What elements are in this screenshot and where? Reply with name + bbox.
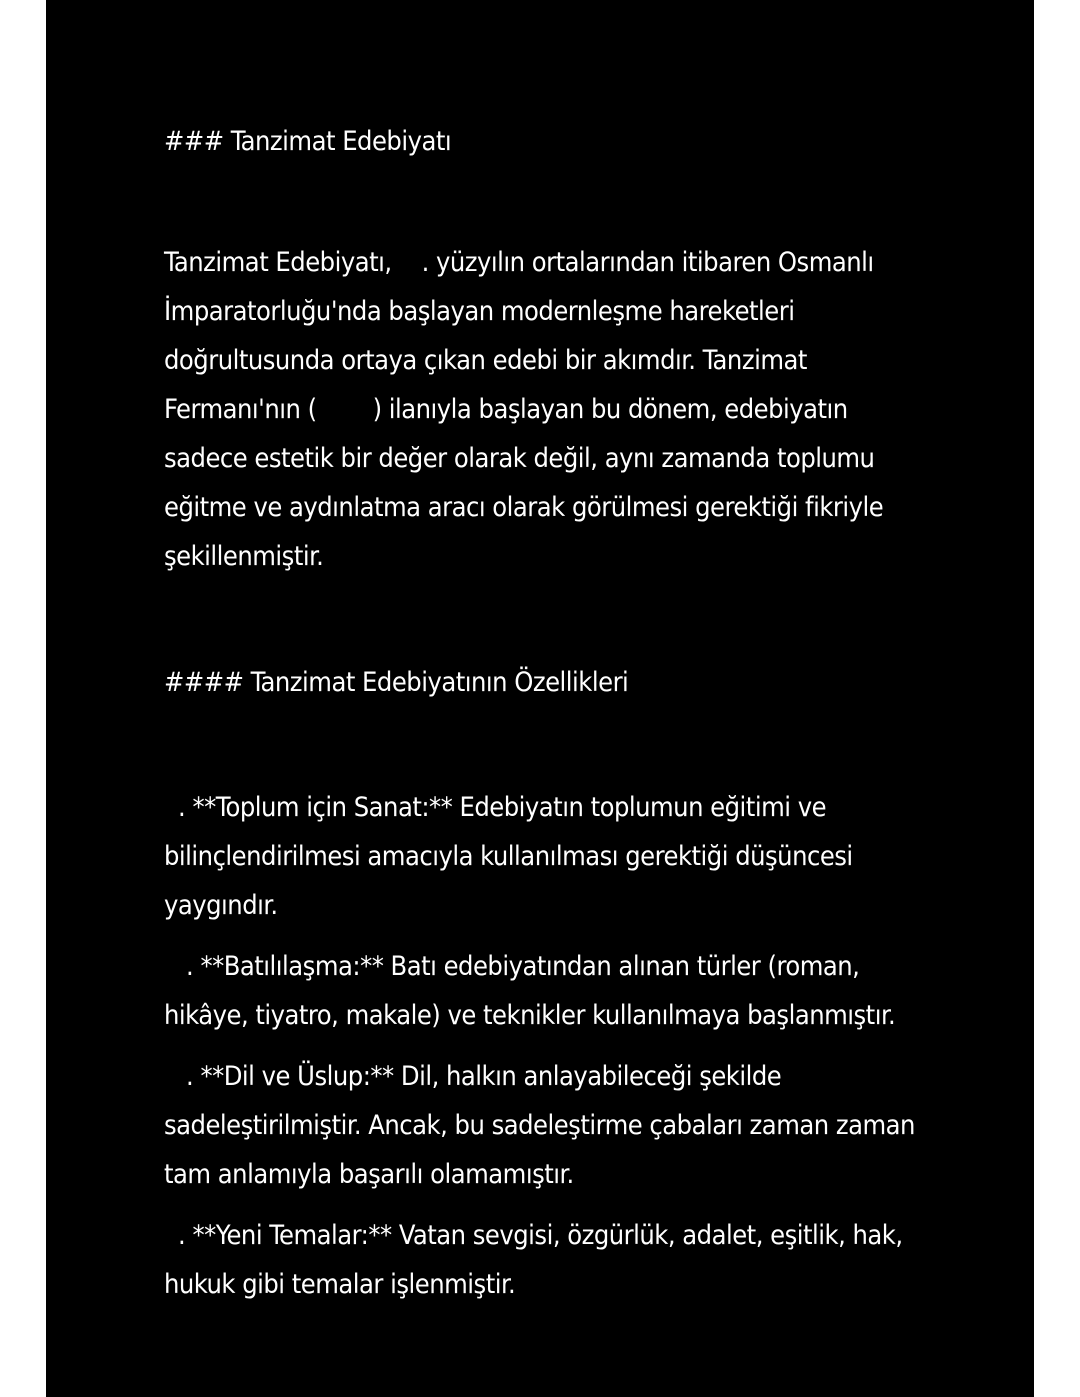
list-item bbox=[164, 1052, 924, 1199]
paragraph-part-1: Tanzimat Edebiyatı, bbox=[164, 247, 392, 278]
list-item-marker: . bbox=[178, 1220, 186, 1251]
paragraph-part-2: . yüzyılın ortalarından itibaren Osmanlı İmparatorluğu'nda başlayan modernleşme hareketleri doğrultusunda ortaya çıkan edebi bir akımdır. Tanzimat Fermanı'nın bbox=[164, 247, 874, 425]
section-heading: ### Tanzimat Edebiyatı bbox=[164, 126, 452, 157]
subsection-heading: #### Tanzimat Edebiyatının Özellikleri bbox=[164, 667, 629, 698]
list-item-marker: . bbox=[186, 1061, 194, 1092]
list-item bbox=[164, 1211, 924, 1309]
features-list bbox=[164, 783, 924, 1309]
list-item-text: **Dil ve Üslup:** Dil, halkın anlayabileceği şekilde sadeleştirilmiştir. Ancak, bu sadeleştirme çabaları zaman zaman tam anlamıyla başarılı olamamıştır. bbox=[164, 1061, 915, 1190]
list-item bbox=[164, 783, 924, 930]
list-item-marker: . bbox=[186, 951, 194, 982]
list-item-text: **Toplum için Sanat:** Edebiyatın toplumun eğitimi ve bilinçlendirilmesi amacıyla kullanılması gerektiği düşüncesi yaygındır. bbox=[164, 792, 853, 921]
list-item-marker: . bbox=[178, 792, 186, 823]
list-item-text: **Yeni Temalar:** Vatan sevgisi, özgürlük, adalet, eşitlik, hak, hukuk gibi temalar işlenmiştir. bbox=[164, 1220, 903, 1300]
paragraph-part-4: ) ilanıyla başlayan bu dönem, edebiyatın sadece estetik bir değer olarak değil, aynı zamanda toplumu eğitme ve aydınlatma aracı olarak görülmesi gerektiği fikriyle şekillenmiştir. bbox=[164, 394, 884, 572]
document-content bbox=[164, 118, 924, 1321]
intro-paragraph bbox=[164, 238, 924, 581]
paragraph-part-3: ( bbox=[307, 394, 317, 425]
document-page bbox=[46, 0, 1034, 1397]
list-item bbox=[164, 942, 924, 1040]
list-item-text: **Batılılaşma:** Batı edebiyatından alınan türler (roman, hikâye, tiyatro, makale) ve teknikler kullanılmaya başlanmıştır. bbox=[164, 951, 896, 1031]
